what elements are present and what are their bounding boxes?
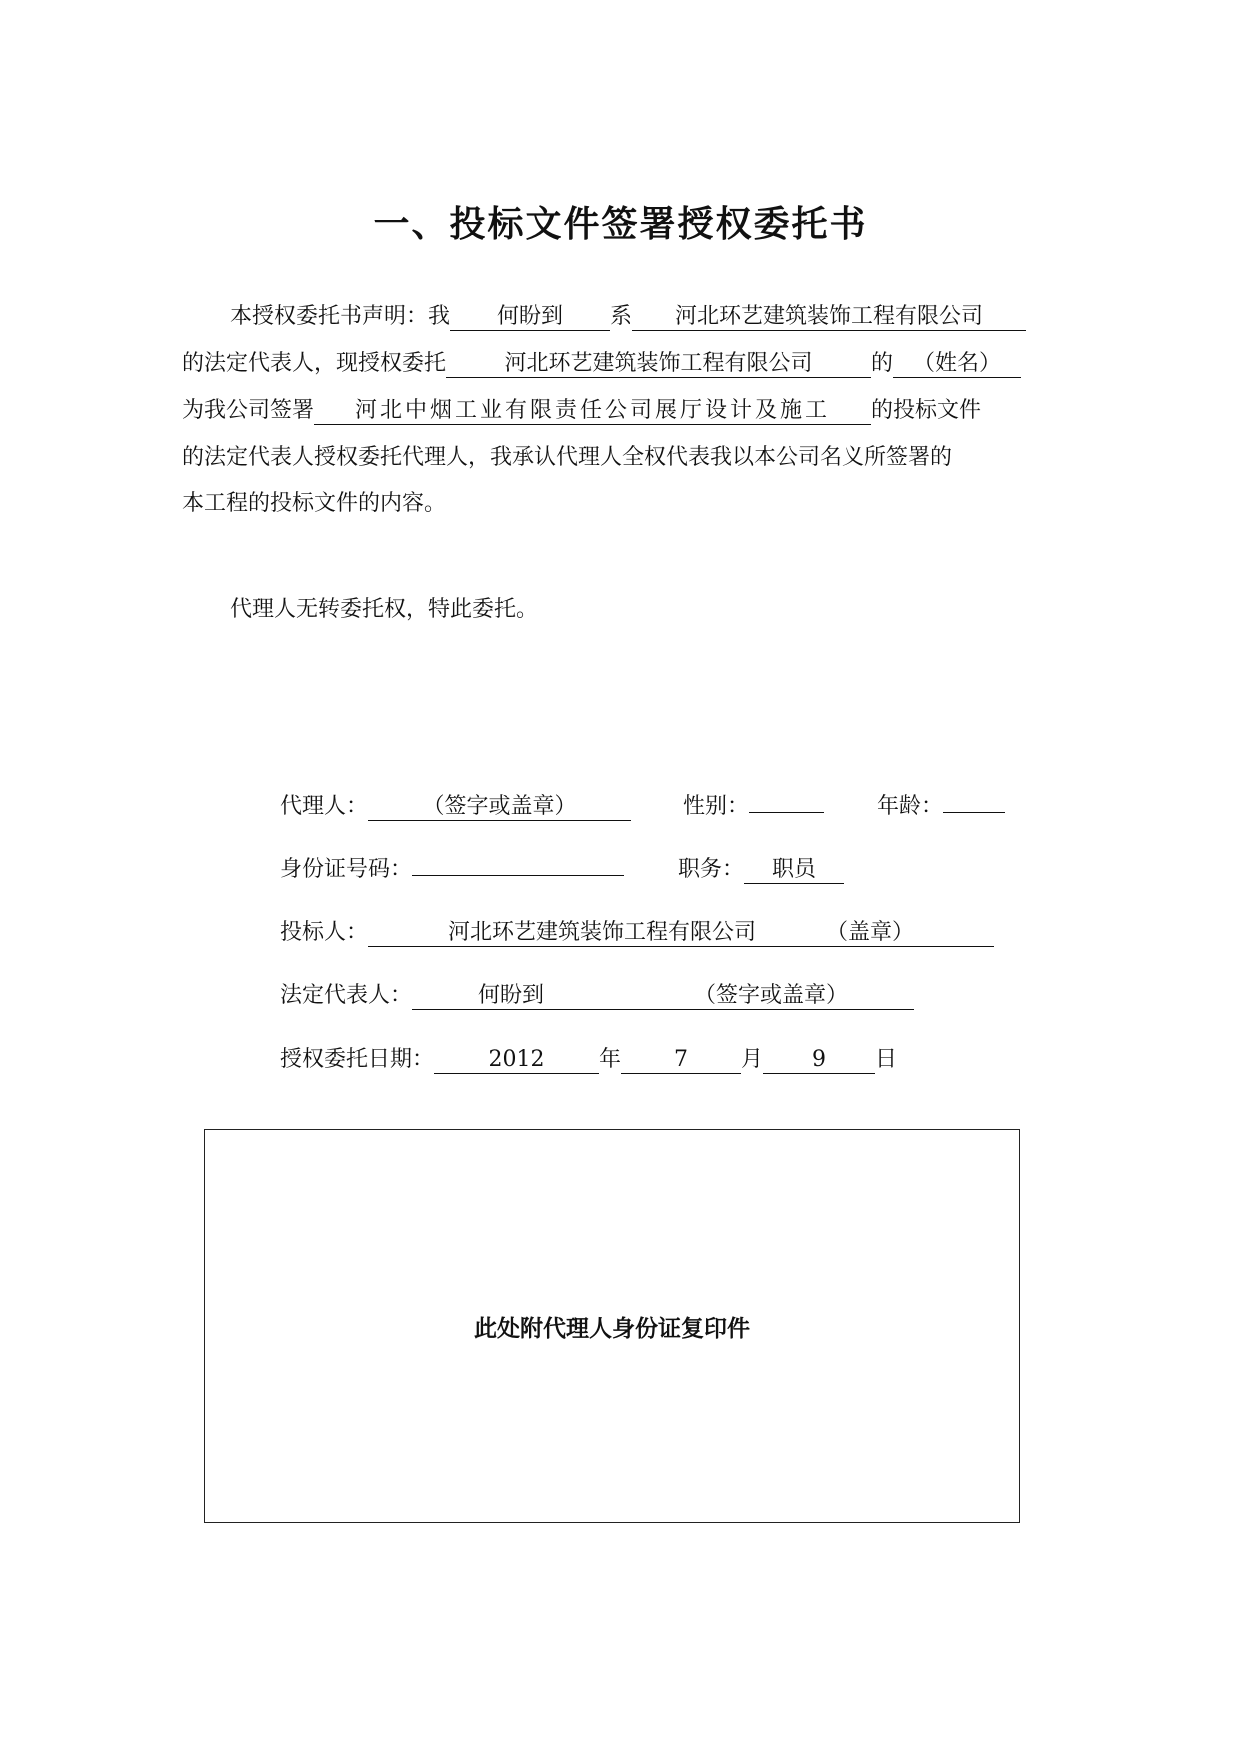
statement-line-4: 的法定代表人授权委托代理人，我承认代理人全权代表我以本公司名义所签署的 (182, 445, 953, 470)
agent-signature-field[interactable]: （签字或盖章） (368, 794, 631, 821)
agent-row (280, 792, 1005, 822)
id-number-field[interactable] (412, 875, 624, 876)
statement-text: 的投标文件 (871, 398, 982, 423)
id-copy-box (204, 1129, 1020, 1523)
id-copy-label: 此处附代理人身份证复印件 (474, 1316, 750, 1342)
statement-text: 的法定代表人，现授权委托 (182, 351, 447, 376)
page-title: 一、投标文件签署授权委托书 (373, 204, 868, 245)
no-subdelegation-note: 代理人无转委托权，特此委托。 (230, 597, 539, 622)
statement-line-2 (182, 349, 1062, 379)
bidder-row (280, 918, 994, 948)
day-unit: 日 (875, 1047, 898, 1072)
statement-line-5: 本工程的投标文件的内容。 (182, 491, 447, 516)
statement-line-3 (182, 396, 1062, 426)
legal-rep-row (280, 981, 914, 1011)
id-number-label: 身份证号码： (280, 857, 413, 882)
legal-rep-sign-text: （签字或盖章） (694, 983, 849, 1008)
statement-mid-text: 系 (610, 304, 633, 329)
position-label: 职务： (678, 857, 745, 882)
bidder-seal-text: （盖章） (826, 920, 915, 945)
year-field[interactable]: 2012 (434, 1047, 599, 1074)
statement-text: 为我公司签署 (182, 398, 315, 423)
statement-line-1 (182, 302, 1062, 332)
gender-field[interactable] (749, 812, 824, 813)
agent-name-field[interactable]: （姓名） (893, 351, 1021, 378)
year-unit: 年 (599, 1047, 622, 1072)
bidder-label: 投标人： (280, 920, 369, 945)
bidder-field[interactable] (368, 920, 994, 947)
age-field[interactable] (943, 812, 1005, 813)
authorized-company-field[interactable]: 河北环艺建筑装饰工程有限公司 (446, 351, 871, 378)
legal-rep-field[interactable] (412, 983, 914, 1010)
statement-text: 的 (871, 351, 894, 376)
statement-prefix: 本授权委托书声明：我 (230, 304, 451, 329)
agent-label: 代理人： (280, 794, 369, 819)
id-row (280, 855, 844, 885)
bidder-name: 河北环艺建筑装饰工程有限公司 (448, 920, 757, 945)
company-name-field[interactable]: 河北环艺建筑装饰工程有限公司 (632, 304, 1026, 331)
day-field[interactable]: 9 (763, 1047, 875, 1074)
date-row (280, 1045, 897, 1075)
gender-label: 性别： (683, 794, 750, 819)
legal-rep-label: 法定代表人： (280, 983, 413, 1008)
age-label: 年龄： (877, 794, 944, 819)
legal-rep-name: 何盼到 (478, 983, 545, 1008)
position-field[interactable]: 职员 (744, 857, 844, 884)
date-label: 授权委托日期： (280, 1047, 435, 1072)
legal-rep-name-field[interactable]: 何盼到 (450, 304, 610, 331)
project-name-field[interactable]: 河北中烟工业有限责任公司展厅设计及施工 (314, 398, 871, 425)
month-field[interactable]: 7 (621, 1047, 741, 1074)
month-unit: 月 (741, 1047, 764, 1072)
